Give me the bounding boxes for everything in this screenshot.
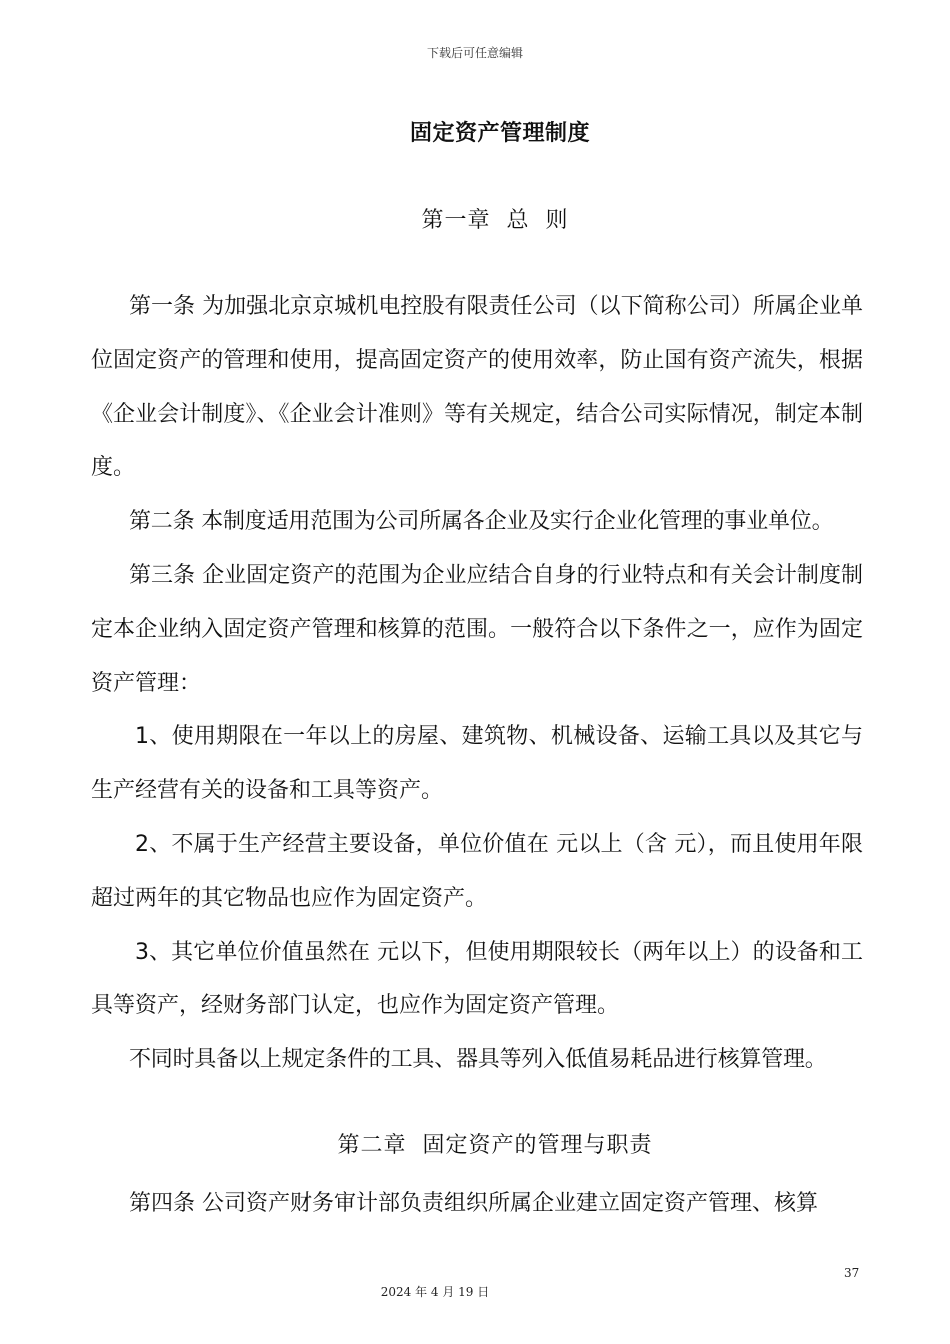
article-1: 第一条 为加强北京京城机电控股有限责任公司（以下简称公司）所属企业单位固定资产的管理和使用，提高固定资产的使用效率，防止国有资产流失，根据《企业会计制度》、《企业会计准则》等有关规定，结合公司实际情况，制定本制度。 — [91, 294, 863, 481]
chapter-1-body — [91, 280, 863, 1087]
page-number: 37 — [844, 1266, 860, 1280]
article-4: 第四条 公司资产财务审计部负责组织所属企业建立固定资产管理、核算 — [129, 1191, 818, 1216]
page-header: 下载后可任意编辑 — [426, 46, 523, 60]
article-2: 第二条 本制度适用范围为公司所属各企业及实行企业化管理的事业单位。 — [129, 509, 834, 535]
chapter-heading-2: 第二章 固定资产的管理与职责 — [337, 1133, 653, 1158]
footer-date: 2024 年 4 月 19 日 — [380, 1285, 490, 1299]
document-title: 固定资产管理制度 — [409, 121, 590, 146]
chapter-2-body — [91, 1177, 863, 1231]
article-3: 第三条 企业固定资产的范围为企业应结合自身的行业特点和有关会计制度制定本企业纳入固定资产管理和核算的范围。一般符合以下条件之一，应作为固定资产管理： — [91, 562, 863, 696]
chapter-heading-1: 第一章 总 则 — [421, 208, 569, 233]
list-item-3: 3、其它单位价值虽然在 元以下，但使用期限较长（两年以上）的设备和工具等资产，经财务部门认定，也应作为固定资产管理。 — [91, 939, 863, 1019]
list-item-2: 2、不属于生产经营主要设备，单位价值在 元以上（含 元），而且使用年限超过两年的其它物品也应作为固定资产。 — [91, 831, 863, 911]
list-item-1: 1、使用期限在一年以上的房屋、建筑物、机械设备、运输工具以及其它与生产经营有关的设备和工具等资产。 — [91, 724, 863, 804]
note-paragraph: 不同时具备以上规定条件的工具、器具等列入低值易耗品进行核算管理。 — [129, 1047, 827, 1073]
